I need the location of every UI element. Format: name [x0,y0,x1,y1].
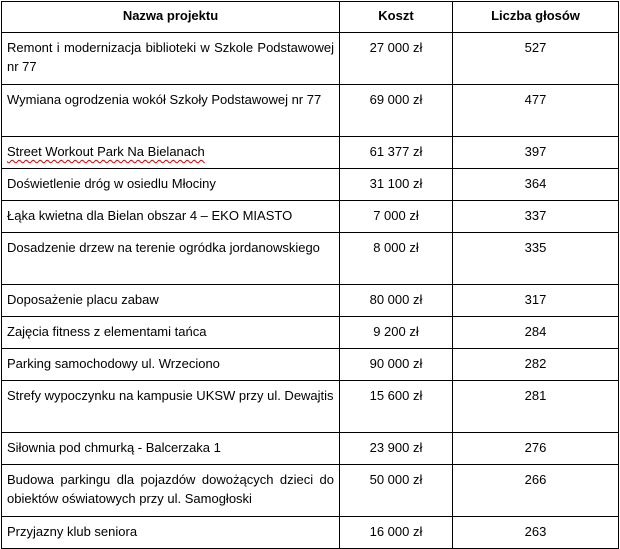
project-name: Parking samochodowy ul. Wrzeciono [2,349,340,381]
table-row [2,381,619,433]
table-row [2,285,619,317]
project-votes: 263 [453,517,619,549]
project-cost: 15 600 zł [340,381,453,433]
project-votes: 335 [453,233,619,285]
project-cost: 16 000 zł [340,517,453,549]
project-cost: 90 000 zł [340,349,453,381]
project-cost: 61 377 zł [340,137,453,169]
projects-table-container [1,1,619,549]
project-votes: 317 [453,285,619,317]
project-votes: 284 [453,317,619,349]
project-name [2,137,340,169]
table-row [2,233,619,285]
table-row [2,201,619,233]
project-cost: 9 200 zł [340,317,453,349]
project-votes: 364 [453,169,619,201]
table-row [2,465,619,517]
projects-table [1,1,619,549]
header-cost: Koszt [340,2,453,33]
project-votes: 397 [453,137,619,169]
project-votes: 281 [453,381,619,433]
project-name: Remont i modernizacja biblioteki w Szkole Podstawowej nr 77 [2,33,340,85]
project-cost: 7 000 zł [340,201,453,233]
project-name: Doświetlenie dróg w osiedlu Młociny [2,169,340,201]
table-row [2,517,619,549]
project-name: Łąka kwietna dla Bielan obszar 4 – EKO MIASTO [2,201,340,233]
project-votes: 477 [453,85,619,137]
project-cost: 69 000 zł [340,85,453,137]
project-name: Dosadzenie drzew na terenie ogródka jordanowskiego [2,233,340,285]
header-project-name: Nazwa projektu [2,2,340,33]
table-row [2,433,619,465]
table-row [2,137,619,169]
project-votes: 266 [453,465,619,517]
table-row [2,349,619,381]
project-cost: 27 000 zł [340,33,453,85]
project-name: Wymiana ogrodzenia wokół Szkoły Podstawowej nr 77 [2,85,340,137]
project-votes: 276 [453,433,619,465]
project-name: Przyjazny klub seniora [2,517,340,549]
project-name: Strefy wypoczynku na kampusie UKSW przy ul. Dewajtis [2,381,340,433]
project-cost: 31 100 zł [340,169,453,201]
project-name-text: Street Workout Park Na Bielanach [7,144,205,159]
project-name: Budowa parkingu dla pojazdów dowożących dzieci do obiektów oświatowych przy ul. Samogłoski [2,465,340,517]
project-name: Doposażenie placu zabaw [2,285,340,317]
project-votes: 527 [453,33,619,85]
project-cost: 80 000 zł [340,285,453,317]
table-row [2,33,619,85]
header-votes: Liczba głosów [453,2,619,33]
table-row [2,317,619,349]
project-votes: 337 [453,201,619,233]
table-row [2,85,619,137]
project-name: Zajęcia fitness z elementami tańca [2,317,340,349]
project-votes: 282 [453,349,619,381]
table-row [2,169,619,201]
project-cost: 50 000 zł [340,465,453,517]
project-name: Siłownia pod chmurką - Balcerzaka 1 [2,433,340,465]
project-cost: 8 000 zł [340,233,453,285]
table-header-row [2,2,619,33]
project-cost: 23 900 zł [340,433,453,465]
